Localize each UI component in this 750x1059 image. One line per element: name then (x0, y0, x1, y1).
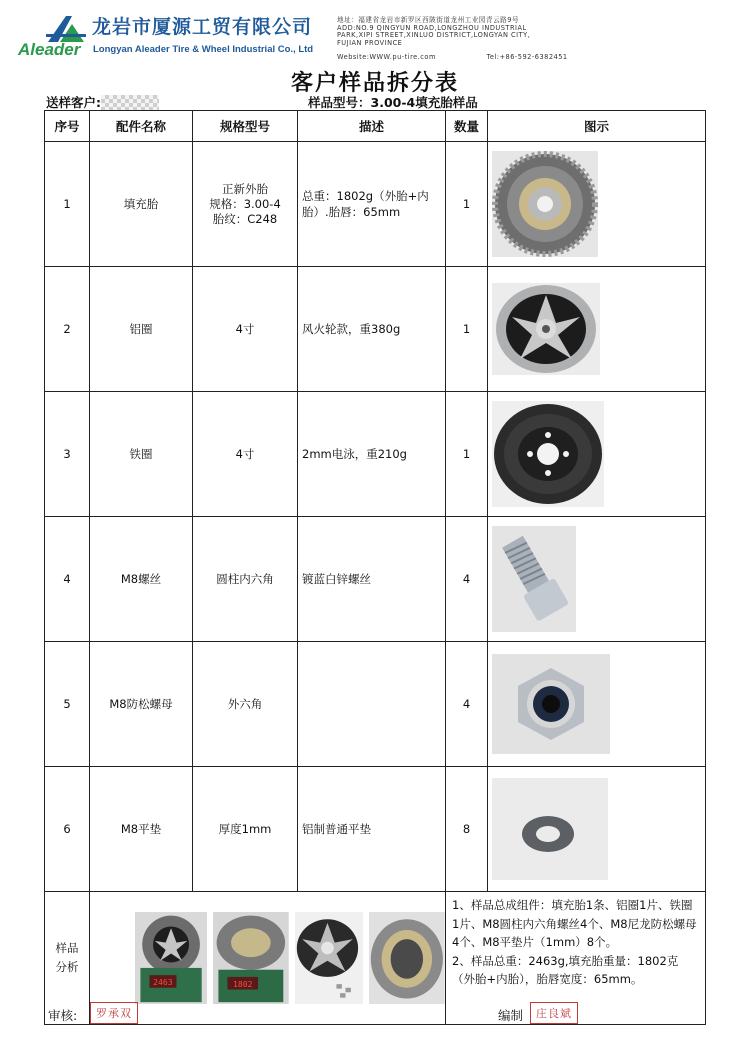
header-qty: 数量 (446, 111, 488, 142)
row-no: 2 (45, 267, 90, 392)
row-qty: 4 (446, 642, 488, 767)
header-desc: 描述 (298, 111, 446, 142)
tire-on-scale-photo (213, 907, 289, 1009)
row-image (488, 142, 706, 267)
header-no: 序号 (45, 111, 90, 142)
reviewer-seal: 罗承双 (90, 1002, 138, 1024)
steel-rim-photo (492, 401, 604, 507)
row-qty: 1 (446, 392, 488, 517)
redacted-customer (101, 95, 159, 110)
company-name-cn: 龙岩市厦源工贸有限公司 (92, 16, 313, 38)
row-qty: 1 (446, 142, 488, 267)
row-name: 铁圈 (90, 392, 193, 517)
company-address: 地址：福建省龙岩市新罗区西陂街道龙州工业园青云路9号 ADD:NO.9 QINGYUN ROAD,LONGZHOU INDUSTRIAL PARK,XIPI STREET,XINLUO DISTRICT,LONGYAN CITY, FUJIAN PROVINCE (337, 16, 531, 47)
table-header-row (45, 111, 706, 142)
row-desc: 总重：1802g（外胎+内胎）.胎唇：65mm (298, 142, 446, 267)
bolt-photo (492, 526, 576, 632)
website: Website:WWW.pu-tire.com (337, 53, 436, 61)
row-no: 4 (45, 517, 90, 642)
row-name: M8防松螺母 (90, 642, 193, 767)
row-image (488, 517, 706, 642)
summary-label: 样品 分析 (45, 892, 90, 1025)
row-desc: 2mm电泳，重210g (298, 392, 446, 517)
nut-photo (492, 654, 610, 754)
company-name-en: Longyan Aleader Tire & Wheel Industrial Co., Ltd (93, 44, 314, 55)
row-spec: 4寸 (193, 267, 298, 392)
row-no: 3 (45, 392, 90, 517)
table-row (45, 392, 706, 517)
row-image (488, 267, 706, 392)
row-image (488, 392, 706, 517)
row-desc (298, 642, 446, 767)
tire-photo (492, 151, 598, 257)
parts-table (44, 110, 706, 1025)
table-row (45, 267, 706, 392)
row-spec: 圆柱内六角 (193, 517, 298, 642)
company-contact (337, 53, 568, 61)
row-desc: 风火轮款，重380g (298, 267, 446, 392)
table-row (45, 642, 706, 767)
assembly-on-scale-photo (135, 907, 207, 1009)
washer-photo (492, 778, 608, 880)
table-row (45, 517, 706, 642)
editor-label: 编制 (498, 1008, 524, 1023)
header-image: 图示 (488, 111, 706, 142)
row-spec: 4寸 (193, 392, 298, 517)
row-name: 填充胎 (90, 142, 193, 267)
row-qty: 8 (446, 767, 488, 892)
row-name: 铝圈 (90, 267, 193, 392)
row-name: M8平垫 (90, 767, 193, 892)
row-spec: 正新外胎 规格：3.00-4 胎纹：C248 (193, 142, 298, 267)
rim-and-parts-photo (295, 907, 364, 1009)
row-spec: 外六角 (193, 642, 298, 767)
row-qty: 4 (446, 517, 488, 642)
summary-analysis: 1、样品总成组件：填充胎1条、铝圈1片、铁圈1片、M8圆柱内六角螺丝4个、M8尼龙防松螺母4个、M8平垫片（1mm）8个。 2、样品总重：2463g,填充胎重量：1802克（外胎+内胎），胎唇宽度：65mm。 (446, 892, 706, 1025)
letterhead (0, 0, 750, 62)
row-name: M8螺丝 (90, 517, 193, 642)
row-spec: 厚度1mm (193, 767, 298, 892)
row-desc: 铝制普通平垫 (298, 767, 446, 892)
aluminum-rim-photo (492, 283, 600, 375)
row-image (488, 642, 706, 767)
row-qty: 1 (446, 267, 488, 392)
svg-text:1802: 1802 (233, 978, 253, 989)
table-row (45, 142, 706, 267)
header-spec: 规格型号 (193, 111, 298, 142)
page-title: 客户样品拆分表 (290, 71, 459, 96)
sample-model: 样品型号：3.00-4填充胎样品 (308, 95, 478, 110)
editor-seal: 庄良斌 (530, 1002, 578, 1024)
svg-text:2463: 2463 (153, 977, 173, 988)
reviewer-label: 审核: (48, 1008, 78, 1023)
tire-bead-photo (369, 907, 445, 1009)
row-no: 6 (45, 767, 90, 892)
header-name: 配件名称 (90, 111, 193, 142)
row-no: 5 (45, 642, 90, 767)
row-no: 1 (45, 142, 90, 267)
table-row (45, 767, 706, 892)
telephone: Tel:+86-592-6382451 (486, 53, 568, 61)
summary-photos (90, 892, 446, 1025)
customer-field: 送样客户: (46, 93, 159, 111)
row-desc: 镀蓝白锌螺丝 (298, 517, 446, 642)
logo-text: Aleader (18, 40, 81, 59)
row-image (488, 767, 706, 892)
summary-row (45, 892, 706, 1025)
